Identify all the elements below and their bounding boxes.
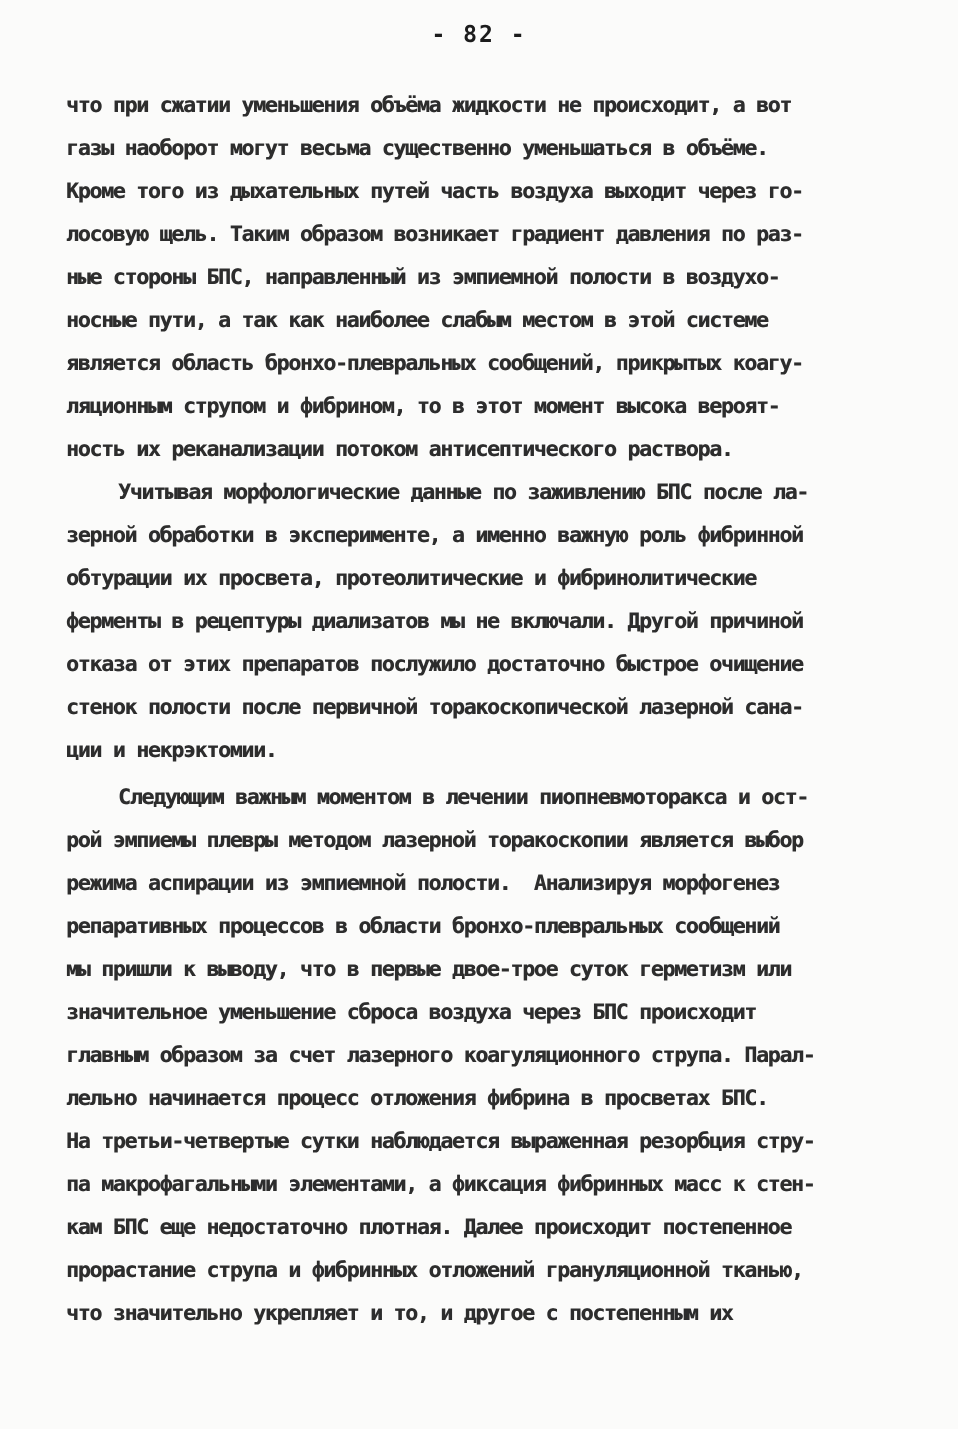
- text-line: что значительно укрепляет и то, и другое с постепенным их: [66, 1301, 733, 1326]
- body-text: [66, 84, 896, 1335]
- text-line: Учитывая морфологические данные по заживлению БПС после ла-: [118, 480, 808, 505]
- text-line: па макрофагальными элементами, а фиксация фибринных масс к стен-: [66, 1172, 815, 1197]
- text-line: лельно начинается процесс отложения фибрина в просветах БПС.: [66, 1086, 768, 1111]
- page-number: - 82 -: [431, 22, 527, 48]
- text-line: репаративных процессов в области бронхо-плевральных сообщений: [66, 914, 780, 939]
- text-line: На третьи-четвертые сутки наблюдается выраженная резорбция стру-: [66, 1129, 815, 1154]
- text-line: рой эмпиемы плевры методом лазерной торакоскопии является выбор: [66, 828, 803, 853]
- text-line: ляционным струпом и фибрином, то в этот момент высока вероят-: [66, 394, 780, 419]
- text-line: мы пришли к выводу, что в первые двое-трое суток герметизм или: [66, 957, 792, 982]
- text-line: обтурации их просвета, протеолитические и фибринолитические: [66, 566, 756, 591]
- text-line: кам БПС еще недостаточно плотная. Далее происходит постепенное: [66, 1215, 792, 1240]
- text-line: Кроме того из дыхательных путей часть воздуха выходит через го-: [66, 179, 803, 204]
- text-line: что при сжатии уменьшения объёма жидкости не происходит, а вот: [66, 93, 792, 118]
- text-line: носные пути, а так как наиболее слабым местом в этой системе: [66, 308, 768, 333]
- text-line: ные стороны БПС, направленный из эмпиемной полости в воздухо-: [66, 265, 780, 290]
- text-line: ции и некрэктомии.: [66, 738, 277, 763]
- text-line: лосовую щель. Таким образом возникает градиент давления по раз-: [66, 222, 803, 247]
- text-line: Следующим важным моментом в лечении пиопневмоторакса и ост-: [118, 785, 808, 810]
- text-line: ферменты в рецептуры диализатов мы не включали. Другой причиной: [66, 609, 803, 634]
- text-line: зерной обработки в эксперименте, а именно важную роль фибринной: [66, 523, 803, 548]
- text-line: главным образом за счет лазерного коагуляционного струпа. Парал-: [66, 1043, 815, 1068]
- text-line: прорастание струпа и фибринных отложений грануляционной тканью,: [66, 1258, 803, 1283]
- text-line: ность их реканализации потоком антисептического раствора.: [66, 437, 733, 462]
- text-line: газы наоборот могут весьма существенно уменьшаться в объёме.: [66, 136, 768, 161]
- text-line: режима аспирации из эмпиемной полости. Анализируя морфогенез: [66, 871, 780, 896]
- text-line: значительное уменьшение сброса воздуха через БПС происходит: [66, 1000, 756, 1025]
- text-line: отказа от этих препаратов послужило достаточно быстрое очищение: [66, 652, 803, 677]
- text-line: стенок полости после первичной торакоскопической лазерной сана-: [66, 695, 803, 720]
- text-line: является область бронхо-плевральных сообщений, прикрытых коагу-: [66, 351, 803, 376]
